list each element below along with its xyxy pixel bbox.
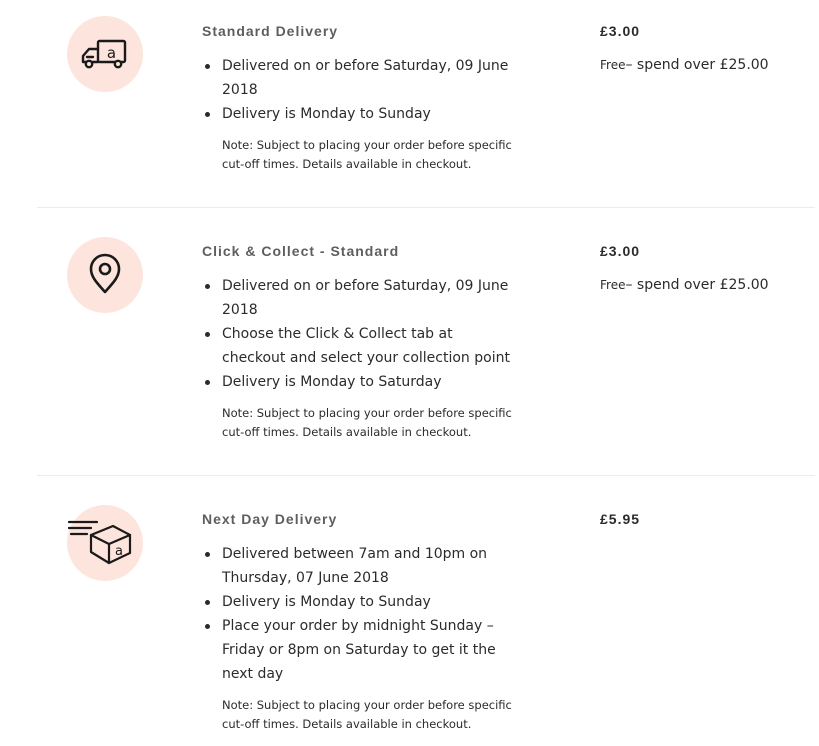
- list-item: Place your order by midnight Sunday – Friday or 8pm on Saturday to get it the next day: [202, 614, 512, 686]
- list-item: Delivered between 7am and 10pm on Thursday, 07 June 2018: [202, 542, 512, 590]
- location-pin-icon: [67, 237, 143, 313]
- free-threshold: [600, 277, 769, 293]
- option-note: Note: Subject to placing your order before specific cut-off times. Details available in checkout.: [222, 138, 512, 171]
- list-item: Choose the Click & Collect tab at checkout and select your collection point: [202, 322, 512, 370]
- free-threshold: [600, 57, 769, 73]
- free-condition: – spend over £25.00: [625, 277, 769, 293]
- option-price: £3.00: [600, 23, 641, 39]
- free-label: Free: [600, 278, 626, 292]
- option-title: Next Day Delivery: [202, 511, 338, 527]
- option-details-list: [202, 542, 512, 686]
- fast-parcel-icon: [67, 505, 143, 581]
- list-item: Delivery is Monday to Sunday: [202, 590, 512, 614]
- option-note: Note: Subject to placing your order before specific cut-off times. Details available in checkout.: [222, 698, 512, 731]
- option-title: Click & Collect - Standard: [202, 243, 400, 259]
- list-item: Delivered on or before Saturday, 09 June 2018: [202, 274, 512, 322]
- delivery-van-icon: [67, 16, 143, 92]
- free-condition: – spend over £25.00: [625, 57, 769, 73]
- svg-text:a: a: [115, 544, 123, 559]
- option-details-list: [202, 274, 512, 394]
- divider: [37, 207, 815, 208]
- option-title: Standard Delivery: [202, 23, 339, 39]
- option-price: £5.95: [600, 511, 641, 527]
- option-note: Note: Subject to placing your order before specific cut-off times. Details available in checkout.: [222, 406, 512, 439]
- svg-text:a: a: [106, 44, 117, 62]
- list-item: Delivery is Monday to Sunday: [202, 102, 512, 126]
- free-label: Free: [600, 58, 626, 72]
- option-price: £3.00: [600, 243, 641, 259]
- divider: [37, 475, 815, 476]
- list-item: Delivery is Monday to Saturday: [202, 370, 512, 394]
- option-details-list: [202, 54, 512, 126]
- list-item: Delivered on or before Saturday, 09 June 2018: [202, 54, 512, 102]
